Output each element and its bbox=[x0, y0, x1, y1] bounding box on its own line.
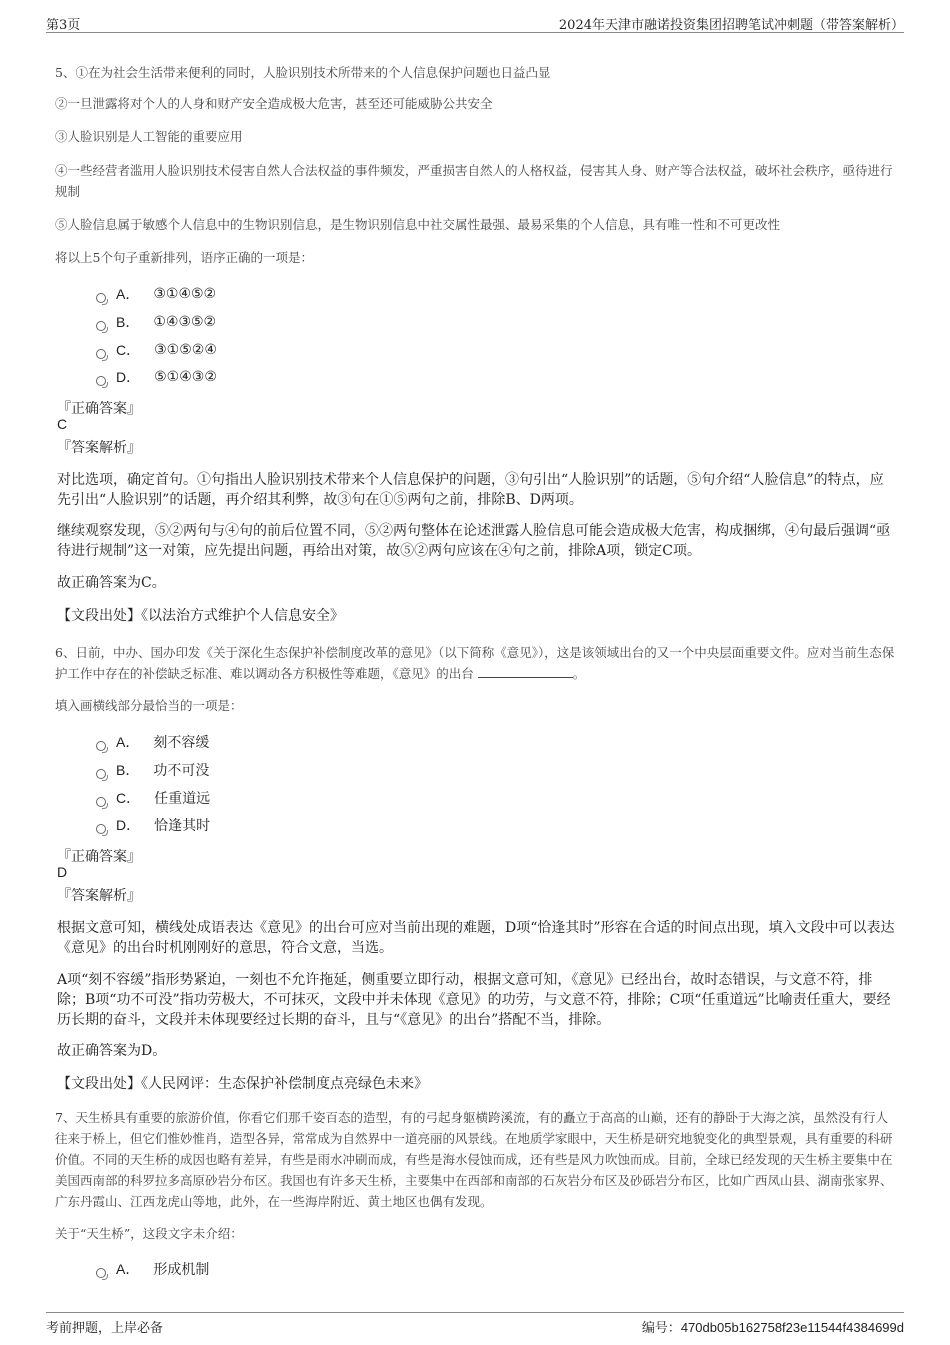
radio-icon[interactable] bbox=[96, 769, 106, 779]
q5-sentence-5: ⑤人脸信息属于敏感个人信息中的生物识别信息，是生物识别信息中社交属性最强、最易采集的个人信息，具有唯一性和不可更改性 bbox=[55, 217, 781, 232]
q6-option-a[interactable]: A． 刻不容缓 bbox=[96, 732, 209, 752]
footer-slogan: 考前押题，上岸必备 bbox=[46, 1321, 164, 1336]
radio-icon[interactable] bbox=[96, 321, 106, 331]
q5-analysis-2: 继续观察发现，⑤②两句与④句的前后位置不同，⑤②两句整体在论述泄露人脸信息可能会造成极大危害，构成捆绑，④句最后强调“亟待进行规制”这一对策，应先提出问题，再给出对策，故⑤②两句应该在④句之前，排除A项，锁定C项。 bbox=[57, 523, 891, 559]
radio-icon[interactable] bbox=[96, 376, 106, 386]
q7-option-a[interactable]: A． 形成机制 bbox=[96, 1259, 209, 1279]
q6-answer-label: 『正确答案』 bbox=[57, 849, 141, 865]
q6-analysis-1: 根据文意可知，横线处成语表达《意见》的出台可应对当前出现的难题，D项“恰逢其时”形容在合适的时间点出现，填入文段中可以表达《意见》的出台时机刚刚好的意思，符合文意，当选。 bbox=[57, 920, 895, 956]
q5-source: 【文段出处】《以法治方式维护个人信息安全》 bbox=[57, 608, 344, 624]
fill-blank-line bbox=[478, 665, 573, 678]
radio-icon[interactable] bbox=[96, 797, 106, 807]
q5-sentence-3: ③人脸识别是人工智能的重要应用 bbox=[55, 129, 243, 144]
q6-option-c[interactable]: C． 任重道远 bbox=[96, 788, 210, 808]
q5-sentence-2: ②一旦泄露将对个人的人身和财产安全造成极大危害，甚至还可能威胁公共安全 bbox=[55, 96, 493, 111]
q6-analysis-3: 故正确答案为D。 bbox=[57, 1043, 167, 1059]
q5-sentence-4: ④一些经营者滥用人脸识别技术侵害自然人合法权益的事件频发，严重损害自然人的人格权益，侵害其人身、财产等合法权益，破坏社会秩序，亟待进行规制 bbox=[55, 163, 893, 199]
q5-answer-label: 『正确答案』 bbox=[57, 401, 141, 417]
q7-prompt: 关于“天生桥”，这段文字未介绍： bbox=[55, 1226, 243, 1241]
q6-source: 【文段出处】《人民网评：生态保护补偿制度点亮绿色未来》 bbox=[57, 1076, 428, 1092]
q5-analysis-3: 故正确答案为C。 bbox=[57, 575, 166, 591]
q5-answer: C bbox=[57, 416, 68, 432]
q5-option-c[interactable]: C． ③①⑤②④ bbox=[96, 340, 217, 360]
q5-sentence-1: 5、①在为社会生活带来便利的同时，人脸识别技术所带来的个人信息保护问题也日益凸显 bbox=[55, 65, 551, 80]
radio-icon[interactable] bbox=[96, 741, 106, 751]
page-header bbox=[46, 12, 904, 33]
q5-option-a[interactable]: A． ③①④⑤② bbox=[96, 284, 216, 304]
radio-icon[interactable] bbox=[96, 293, 106, 303]
page-footer bbox=[46, 1312, 904, 1335]
radio-icon[interactable] bbox=[96, 349, 106, 359]
document-title: 2024年天津市融诺投资集团招聘笔试冲刺题（带答案解析） bbox=[558, 18, 904, 33]
radio-icon[interactable] bbox=[96, 824, 106, 834]
footer-code: 编号：470db05b162758f23e11544f4384699d bbox=[641, 1320, 904, 1336]
q6-analysis-label: 『答案解析』 bbox=[57, 888, 141, 904]
q6-prompt: 填入画横线部分最恰当的一项是： bbox=[55, 698, 243, 713]
q6-stem: 6、日前，中办、国办印发《关于深化生态保护补偿制度改革的意见》（以下简称《意见》），这是该领域出台的又一个中央层面重要文件。应对当前生态保护工作中存在的补偿缺乏标准、难以调动各方积极性等难题，《意见》的出台 。 bbox=[55, 645, 895, 681]
q5-prompt: 将以上5个句子重新排列，语序正确的一项是： bbox=[55, 250, 313, 265]
page-number: 第3页 bbox=[46, 18, 81, 33]
q6-option-b[interactable]: B． 功不可没 bbox=[96, 760, 209, 780]
q6-analysis-2: A项“刻不容缓”指形势紧迫，一刻也不允许拖延，侧重要立即行动，根据文意可知，《意见》已经出台，故时态错误，与文意不符，排除；B项“功不可没”指功劳极大，不可抹灭，文段中并未体现《意见》的功劳，与文意不符，排除；C项“任重道远”比喻责任重大，要经历长期的奋斗，文段并未体现要经过长期的奋斗，且与“《意见》的出台”搭配不当，排除。 bbox=[57, 972, 891, 1028]
q6-answer: D bbox=[57, 864, 68, 880]
q5-option-b[interactable]: B． ①④③⑤② bbox=[96, 312, 216, 332]
radio-icon[interactable] bbox=[96, 1268, 106, 1278]
q6-option-d[interactable]: D． 恰逢其时 bbox=[96, 815, 210, 835]
q7-stem: 7、天生桥具有重要的旅游价值，你看它们那千姿百态的造型，有的弓起身躯横跨溪流，有的矗立于高高的山巅，还有的静卧于大海之滨，虽然没有行人往来于桥上，但它们惟妙惟肖，造型各异，常常成为自然界中一道亮丽的风景线。在地质学家眼中，天生桥是研究地貌变化的典型景观，具有重要的科研价值。不同的天生桥的成因也略有差异，有些是雨水冲刷而成，有些是海水侵蚀而成，还有些是风力吹蚀而成。目前，全球已经发现的天生桥主要集中在美国西南部的科罗拉多高原砂岩分布区。我国也有许多天生桥，主要集中在西部和南部的石灰岩分布区及砂砾岩分布区，比如广西凤山县、湖南张家界、广东丹霞山、江西龙虎山等地，此外，在一些海岸附近、黄土地区也偶有发现。 bbox=[55, 1110, 893, 1209]
q5-analysis-1: 对比选项，确定首句。①句指出人脸识别技术带来个人信息保护的问题，③句引出“人脸识别”的话题，⑤句介绍“人脸信息”的特点，应先引出“人脸识别”的话题，再介绍其利弊，故③句在①⑤两句之前，排除B、D两项。 bbox=[57, 472, 884, 508]
q5-option-d[interactable]: D． ⑤①④③② bbox=[96, 367, 217, 387]
q5-analysis-label: 『答案解析』 bbox=[57, 440, 141, 456]
